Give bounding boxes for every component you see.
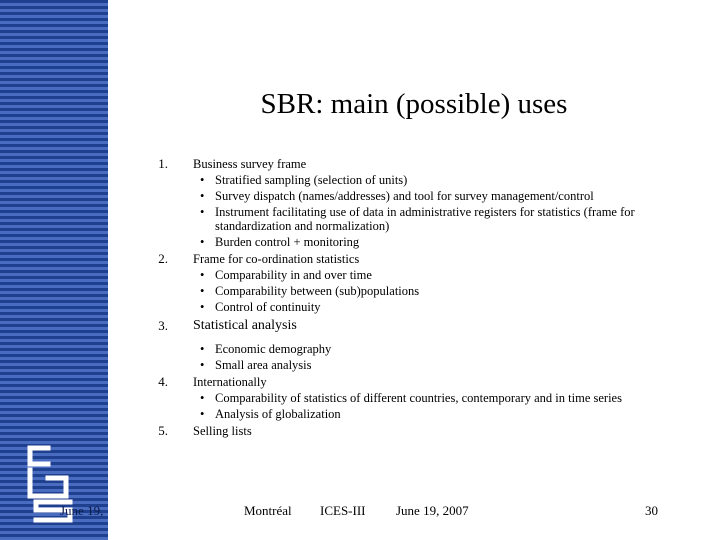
list-item-1 — [150, 156, 710, 249]
item-number: 4. — [158, 374, 168, 389]
list-item-2 — [150, 251, 710, 314]
bullet-list — [193, 391, 710, 421]
page-number: 30 — [645, 503, 658, 518]
bullet-list — [193, 268, 710, 314]
bullet-item: • Comparability of statistics of different countries, contemporary and in time series — [200, 391, 710, 405]
footer-event: ICES-III — [320, 503, 366, 518]
bullet-item: • Instrument facilitating use of data in administrative registers for statistics (frame for standardization and normalization) — [200, 205, 710, 233]
item-heading: Selling lists — [193, 424, 252, 438]
item-number: 1. — [158, 156, 168, 171]
item-heading: Internationally — [193, 375, 267, 389]
list-item-3 — [150, 318, 710, 372]
footer-place: Montréal — [244, 503, 292, 518]
slide-title: SBR: main (possible) uses — [260, 88, 568, 120]
footer-date: June 19, 2007 — [396, 503, 469, 518]
bullet-item: • Economic demography — [200, 342, 710, 356]
bullet-list — [193, 173, 710, 249]
list-item-4 — [150, 374, 710, 421]
item-number: 3. — [158, 318, 168, 333]
list-item-5 — [150, 423, 710, 439]
slide-content — [150, 156, 710, 439]
bullet-item: • Control of continuity — [200, 300, 710, 314]
bullet-item: • Analysis of globalization — [200, 407, 710, 421]
item-heading: Business survey frame — [193, 157, 307, 171]
sidebar-date: June 19, — [60, 503, 104, 518]
bullet-item: • Small area analysis — [200, 358, 710, 372]
item-number: 2. — [158, 251, 168, 266]
item-heading: Statistical analysis — [193, 318, 297, 333]
bullet-item: • Stratified sampling (selection of units) — [200, 173, 710, 187]
item-number: 5. — [158, 423, 168, 438]
bullet-item: • Survey dispatch (names/addresses) and tool for survey management/control — [200, 189, 710, 203]
sidebar-stripes — [0, 0, 108, 540]
item-heading: Frame for co-ordination statistics — [193, 252, 360, 266]
bullet-item: • Comparability in and over time — [200, 268, 710, 282]
bullet-item: • Burden control + monitoring — [200, 235, 710, 249]
bullet-item: • Comparability between (sub)populations — [200, 284, 710, 298]
bullet-list — [193, 342, 710, 372]
